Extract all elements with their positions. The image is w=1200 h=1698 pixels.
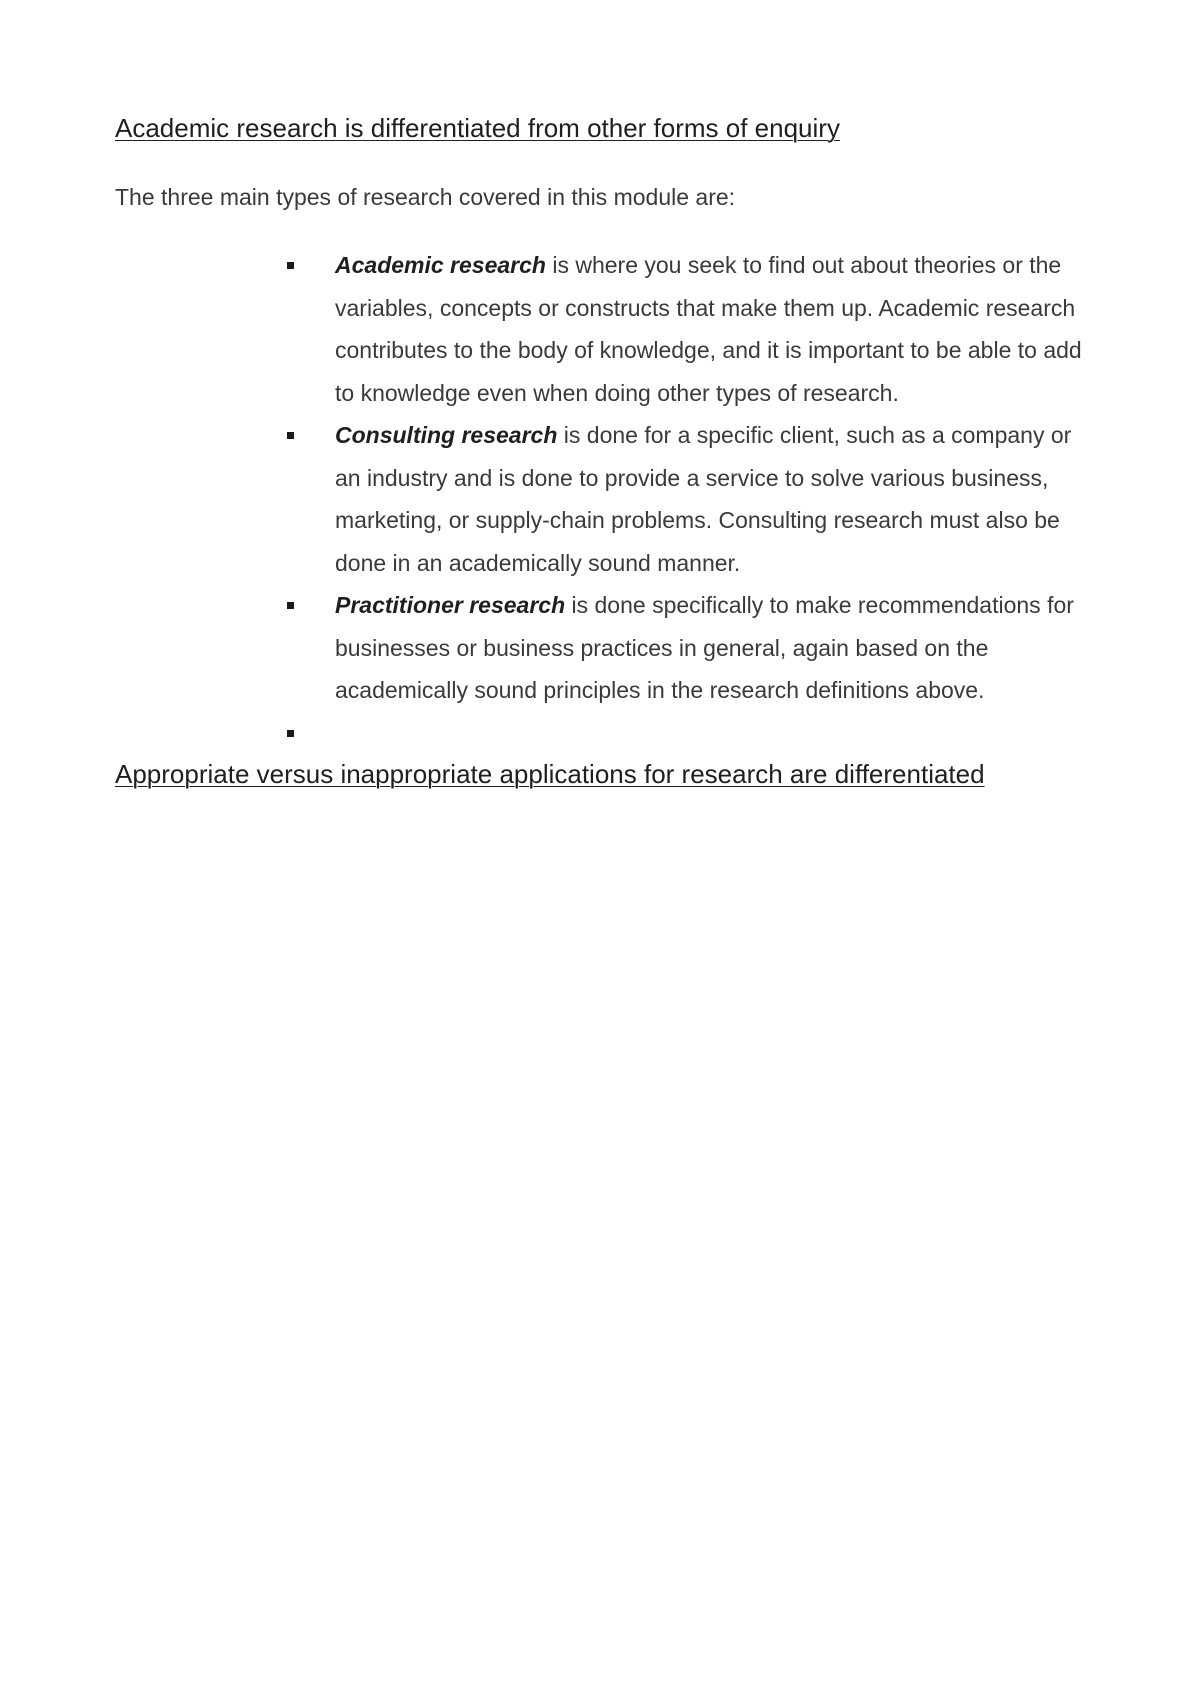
square-bullet-icon	[287, 432, 294, 439]
description-consulting-research: is done for a specific client, such as a company or an industry and is done to provide a service to solve various business, marketing, or supply-chain problems. Consulting research must also be done in an academically sound manner.	[335, 422, 1072, 576]
list-item-empty	[0, 712, 1095, 755]
square-bullet-icon	[287, 602, 294, 609]
list-item-practitioner-research	[0, 584, 1095, 712]
list-item-consulting-research	[0, 414, 1095, 584]
square-bullet-icon	[287, 730, 294, 737]
term-consulting-research: Consulting research	[335, 422, 558, 448]
term-practitioner-research: Practitioner research	[335, 592, 566, 618]
description-practitioner-research: is done specifically to make recommendations for businesses or business practices in general, again based on the academically sound principles in the research definitions above.	[335, 592, 1074, 703]
term-academic-research: Academic research	[335, 252, 546, 278]
list-item-academic-research	[0, 244, 1095, 414]
square-bullet-icon	[287, 262, 294, 269]
intro-paragraph: The three main types of research covered in this module are:	[115, 184, 736, 210]
description-academic-research: is where you seek to find out about theories or the variables, concepts or constructs that make them up. Academic research contributes to the body of knowledge, and it is important to be able to add to knowledge even when doing other types of research.	[335, 252, 1082, 406]
section-heading-appropriate-applications: Appropriate versus inappropriate applications for research are differentiated	[115, 759, 985, 789]
research-types-list	[0, 244, 1200, 754]
section-heading-academic-research: Academic research is differentiated from other forms of enquiry	[115, 113, 840, 143]
